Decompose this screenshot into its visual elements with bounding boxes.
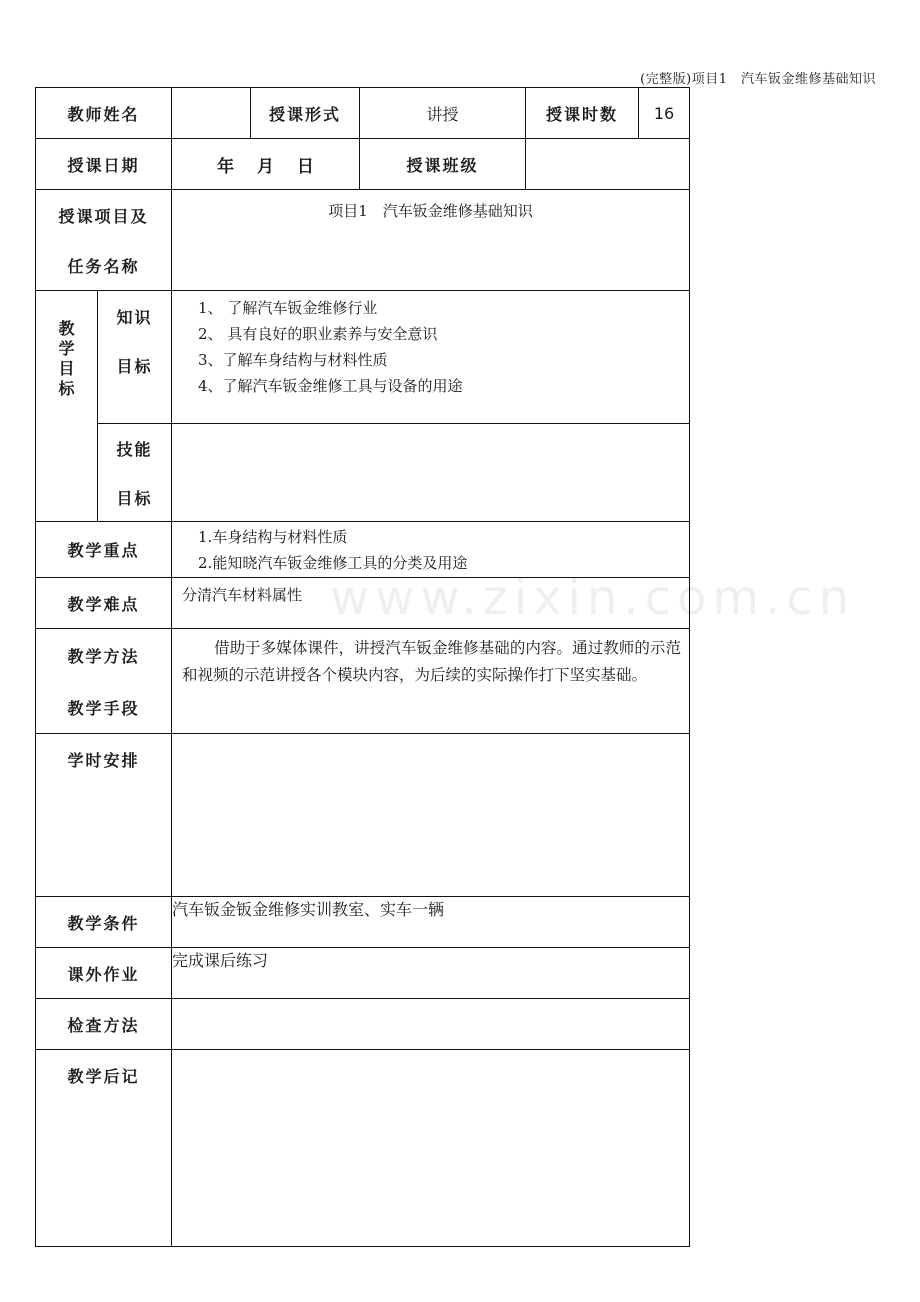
conditions-content[interactable]: 汽车钣金钣金维修实训教室、实车一辆 [172, 897, 690, 948]
row-check [36, 999, 690, 1050]
homework-content[interactable]: 完成课后练习 [172, 948, 690, 999]
knowledge-item-4: 4、了解汽车钣金维修工具与设备的用途 [198, 377, 463, 395]
teaching-notes-content[interactable] [172, 1050, 690, 1247]
schedule-content[interactable] [172, 734, 690, 897]
conditions-label: 教学条件 [36, 897, 172, 948]
methods-paragraph: 借助于多媒体课件，讲授汽车钣金维修基础的内容。通过教师的示范和视频的示范讲授各个模块内容，为后续的实际操作打下坚实基础。 [182, 639, 682, 684]
teaching-hours-label: 授课时数 [526, 88, 639, 139]
row-difficulties [36, 578, 690, 629]
difficulties-label: 教学难点 [36, 578, 172, 629]
skill-objective-label [98, 424, 172, 522]
knowledge-item-3: 3、了解车身结构与材料性质 [198, 351, 388, 369]
schedule-label: 学时安排 [36, 734, 172, 897]
check-method-label: 检查方法 [36, 999, 172, 1050]
objective-char-1: 教 [58, 319, 75, 338]
objective-char-3: 目 [58, 359, 75, 378]
row-teacher [36, 88, 690, 139]
row-project [36, 190, 690, 291]
document-header-title: (完整版)项目1 汽车钣金维修基础知识 [640, 72, 876, 87]
knowledge-item-1: 1、 了解汽车钣金维修行业 [198, 299, 378, 317]
skill-label-line1: 技能 [116, 439, 153, 459]
row-notes [36, 1050, 690, 1247]
project-value[interactable]: 项目1 汽车钣金维修基础知识 [172, 190, 690, 291]
teacher-name-value[interactable] [172, 88, 251, 139]
knowledge-item-2: 2、 具有良好的职业素养与安全意识 [198, 325, 438, 343]
difficulties-content[interactable]: 分清汽车材料属性 [172, 578, 690, 629]
skill-label-line2: 目标 [116, 488, 153, 508]
knowledge-label-line1: 知识 [116, 308, 153, 327]
objective-char-4: 标 [58, 379, 75, 398]
methods-content[interactable] [172, 629, 690, 734]
key-points-label: 教学重点 [36, 522, 172, 578]
knowledge-label-line2: 目标 [116, 357, 153, 376]
teaching-class-label: 授课班级 [360, 139, 526, 190]
key-points-content[interactable] [172, 522, 690, 578]
homework-label: 课外作业 [36, 948, 172, 999]
row-knowledge-objectives [36, 291, 690, 424]
row-methods [36, 629, 690, 734]
methods-label-line2: 教学手段 [67, 698, 140, 718]
check-method-content[interactable] [172, 999, 690, 1050]
teacher-name-label: 教师姓名 [36, 88, 172, 139]
teaching-class-value[interactable] [526, 139, 690, 190]
watermark: www.zixin.com.cn [330, 570, 856, 626]
teaching-hours-value[interactable]: 16 [639, 88, 690, 139]
teaching-date-label: 授课日期 [36, 139, 172, 190]
row-skill-objectives [36, 424, 690, 522]
teaching-date-value[interactable]: 年 月 日 [172, 139, 360, 190]
key-point-2: 2.能知晓汽车钣金维修工具的分类及用途 [198, 554, 468, 572]
teaching-notes-label: 教学后记 [36, 1050, 172, 1247]
knowledge-objective-label [98, 291, 172, 424]
key-point-1: 1.车身结构与材料性质 [198, 528, 348, 546]
project-label [36, 190, 172, 291]
skill-objective-content[interactable] [172, 424, 690, 522]
methods-label [36, 629, 172, 734]
row-key-points [36, 522, 690, 578]
project-label-line2: 任务名称 [67, 256, 140, 276]
lesson-plan-table [35, 87, 690, 1247]
row-conditions [36, 897, 690, 948]
teaching-objectives-group-label [36, 291, 98, 522]
teaching-form-value[interactable]: 讲授 [360, 88, 526, 139]
row-date [36, 139, 690, 190]
row-homework [36, 948, 690, 999]
methods-label-line1: 教学方法 [67, 646, 140, 666]
knowledge-objective-content[interactable] [172, 291, 690, 424]
project-label-line1: 授课项目及 [58, 206, 149, 226]
teaching-form-label: 授课形式 [251, 88, 360, 139]
objective-char-2: 学 [58, 339, 75, 358]
row-schedule [36, 734, 690, 897]
